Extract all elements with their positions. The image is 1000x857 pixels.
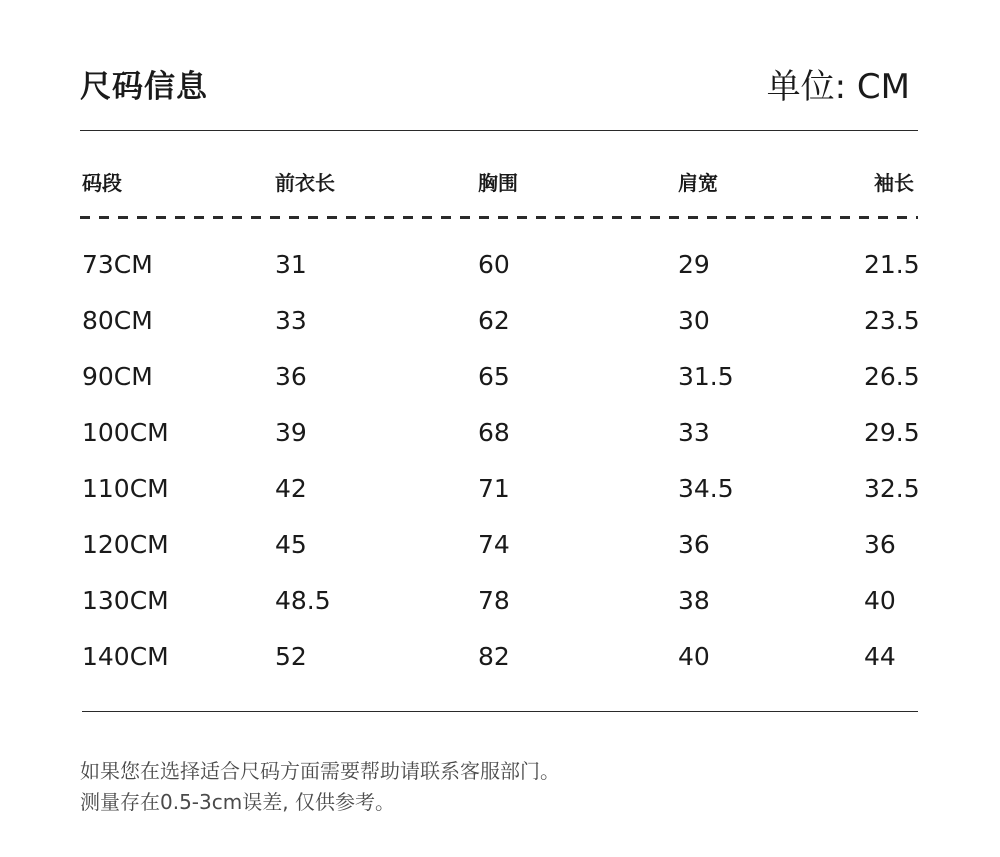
cell-front-length: 39 [275, 418, 307, 447]
cell-front-length: 36 [275, 362, 307, 391]
cell-chest: 68 [478, 418, 510, 447]
table-row [0, 362, 1000, 392]
cell-shoulder: 30 [678, 306, 710, 335]
cell-front-length: 52 [275, 642, 307, 671]
cell-shoulder: 34.5 [678, 474, 734, 503]
cell-sleeve: 21.5 [864, 250, 920, 279]
table-row [0, 418, 1000, 448]
cell-chest: 60 [478, 250, 510, 279]
table-row [0, 586, 1000, 616]
cell-size: 73CM [82, 250, 153, 279]
column-header-sleeve: 袖长 [874, 171, 914, 195]
cell-front-length: 42 [275, 474, 307, 503]
cell-sleeve: 29.5 [864, 418, 920, 447]
cell-shoulder: 31.5 [678, 362, 734, 391]
cell-shoulder: 33 [678, 418, 710, 447]
column-header-shoulder: 肩宽 [678, 171, 718, 195]
cell-chest: 71 [478, 474, 510, 503]
table-row [0, 250, 1000, 280]
cell-chest: 74 [478, 530, 510, 559]
cell-chest: 78 [478, 586, 510, 615]
top-divider [80, 130, 918, 131]
cell-front-length: 33 [275, 306, 307, 335]
column-header-chest: 胸围 [478, 171, 518, 195]
cell-sleeve: 40 [864, 586, 896, 615]
table-row [0, 642, 1000, 672]
cell-size: 80CM [82, 306, 153, 335]
help-note: 如果您在选择适合尺码方面需要帮助请联系客服部门。 [80, 759, 560, 783]
cell-sleeve: 36 [864, 530, 896, 559]
bottom-divider [82, 711, 918, 712]
cell-size: 100CM [82, 418, 169, 447]
cell-size: 110CM [82, 474, 169, 503]
table-row [0, 306, 1000, 336]
cell-size: 140CM [82, 642, 169, 671]
cell-size: 90CM [82, 362, 153, 391]
cell-sleeve: 44 [864, 642, 896, 671]
cell-chest: 62 [478, 306, 510, 335]
column-header-front-length: 前衣长 [275, 171, 335, 195]
unit-label: 单位: CM [766, 67, 910, 107]
cell-size: 130CM [82, 586, 169, 615]
cell-front-length: 31 [275, 250, 307, 279]
cell-size: 120CM [82, 530, 169, 559]
measurement-note: 测量存在0.5-3cm误差, 仅供参考。 [80, 790, 395, 814]
table-row [0, 530, 1000, 560]
table-row [0, 474, 1000, 504]
column-header-size: 码段 [82, 171, 122, 195]
cell-chest: 65 [478, 362, 510, 391]
cell-shoulder: 29 [678, 250, 710, 279]
page-title: 尺码信息 [80, 69, 208, 105]
cell-shoulder: 36 [678, 530, 710, 559]
cell-sleeve: 23.5 [864, 306, 920, 335]
cell-sleeve: 32.5 [864, 474, 920, 503]
header-dashed-divider [80, 216, 918, 219]
cell-front-length: 48.5 [275, 586, 331, 615]
cell-shoulder: 38 [678, 586, 710, 615]
cell-chest: 82 [478, 642, 510, 671]
cell-front-length: 45 [275, 530, 307, 559]
cell-shoulder: 40 [678, 642, 710, 671]
cell-sleeve: 26.5 [864, 362, 920, 391]
